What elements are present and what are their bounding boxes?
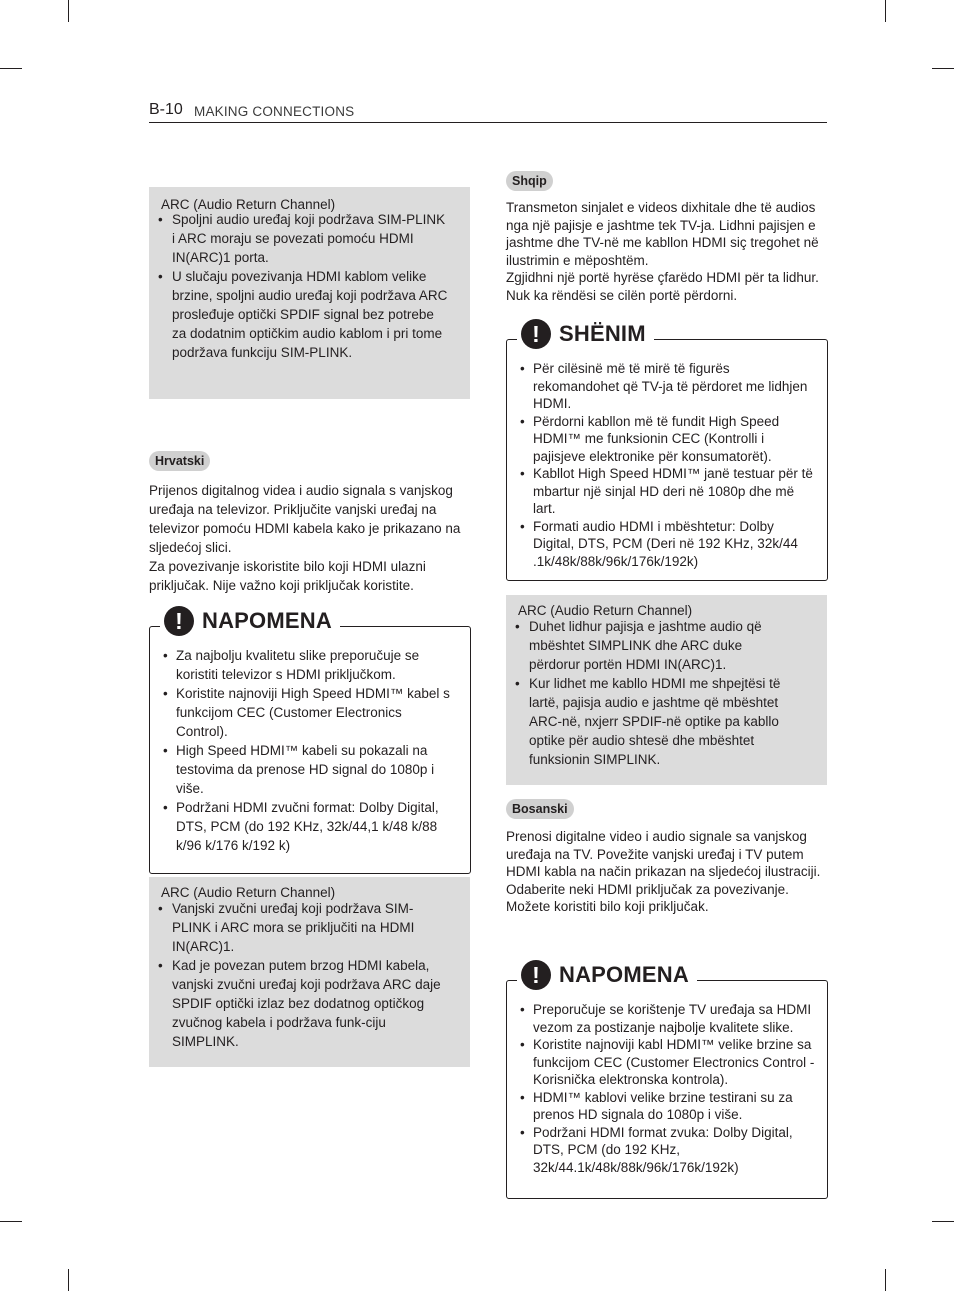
arc-info-box-shqip — [506, 595, 827, 785]
intro-paragraph-bosanski — [506, 828, 831, 916]
page-header — [149, 100, 827, 123]
note-title: SHËNIM — [559, 321, 646, 346]
paragraph: Prijenos digitalnog videa i audio signala s vanjskog uređaja na televizor. Priključite vanjski uređaj na televizor pomoću HDMI kabela kako je prikazano na sljedećoj slici. — [149, 483, 461, 555]
arc-box-title: ARC (Audio Return Channel) — [518, 603, 693, 618]
list-item: • Kad je povezan putem brzog HDMI kabela, vanjski zvučni uređaj koji podržava ARC daje SPDIF optički izlaz bez dodatnog optičkog zvučnog kabela i podržava funk-ciju SIMPLINK. — [149, 956, 449, 1051]
exclamation-icon: ! — [521, 319, 551, 349]
list-item: • HDMI™ kablovi velike brzine testirani su za prenos HD signala do 1080p i više. — [507, 1089, 817, 1124]
crop-mark — [932, 68, 954, 69]
note-title: NAPOMENA — [559, 962, 689, 987]
exclamation-icon: ! — [521, 960, 551, 990]
list-item: • Podržani HDMI zvučni format: Dolby Digital, DTS, PCM (do 192 KHz, 32k/44,1 k/48 k/88 k/96 k/176 k/192 k) — [150, 798, 456, 855]
page-number: B-10 — [149, 101, 183, 118]
note-header — [517, 316, 654, 352]
paragraph: Odaberite neki HDMI priključak za povezivanje. Možete koristiti bilo koji priključak. — [506, 881, 789, 914]
list-item: • Vanjski zvučni uređaj koji podržava SIM-PLINK i ARC mora se priključiti na HDMI IN(ARC)1. — [149, 899, 449, 956]
note-box-hrvatski — [149, 608, 471, 874]
list-item: • Koristite najnoviji High Speed HDMI™ kabel s funkcijom CEC (Customer Electronics Control). — [150, 684, 456, 741]
arc-box-list — [149, 210, 449, 362]
crop-mark — [885, 1269, 886, 1291]
arc-info-box-hrvatski — [149, 877, 470, 1067]
arc-box-list — [506, 617, 796, 769]
crop-mark — [932, 1221, 954, 1222]
paragraph: Prenosi digitalne video i audio signale sa vanjskog uređaja na TV. Povežite vanjski uređaj i TV putem HDMI kabla na način prikazan na sljedećoj ilustraciji. — [506, 829, 821, 879]
note-list — [507, 1001, 817, 1176]
section-title: MAKING CONNECTIONS — [194, 104, 355, 119]
list-item: • Spoljni audio uređaj koji podržava SIM-PLINK i ARC moraju se povezati pomoću HDMI IN(ARC)1 porta. — [149, 210, 449, 267]
language-label-shqip: Shqip — [506, 171, 553, 191]
list-item: • Për cilësinë më të mirë të figurës rekomandohet që TV-ja të përdoret me lidhjen HDMI. — [507, 360, 817, 413]
crop-mark — [68, 0, 69, 22]
list-item: • Preporučuje se korištenje TV uređaja sa HDMI vezom za postizanje najbolje kvalitete slike. — [507, 1001, 817, 1036]
list-item: • Podržani HDMI format zvuka: Dolby Digital, DTS, PCM (do 192 KHz, 32k/44.1k/48k/88k/96k/176k/192k) — [507, 1124, 817, 1177]
note-list — [150, 646, 456, 855]
crop-mark — [885, 0, 886, 22]
crop-mark — [68, 1269, 69, 1291]
arc-box-list — [149, 899, 449, 1051]
language-label-bosanski: Bosanski — [506, 799, 574, 819]
note-box-bosanski — [506, 962, 828, 1199]
arc-box-title: ARC (Audio Return Channel) — [161, 197, 336, 212]
intro-paragraph-hrvatski — [149, 481, 474, 595]
exclamation-icon: ! — [164, 606, 194, 636]
intro-paragraph-shqip — [506, 199, 831, 304]
list-item: • Duhet lidhur pajisja e jashtme audio që mbështet SIMPLINK dhe ARC duke përdorur portën HDMI IN(ARC)1. — [506, 617, 796, 674]
crop-mark — [0, 1221, 22, 1222]
note-header — [160, 603, 340, 639]
list-item: • Kabllot High Speed HDMI™ janë testuar për të mbartur një sinjal HD deri në 1080p dhe më lart. — [507, 465, 817, 518]
list-item: • U slučaju povezivanja HDMI kablom velike brzine, spoljni audio uređaj koji podržava ARC prosleđuje optički SPDIF signal bez potrebe za dodatnim optičkim audio kablom i pri tome podržava funkciju SIM-PLINK. — [149, 267, 449, 362]
list-item: • Formati audio HDMI i mbështetur: Dolby Digital, DTS, PCM (Deri në 192 KHz, 32k/44 .1k/48k/88k/96k/176k/192k) — [507, 518, 817, 571]
paragraph: Zgjidhni një portë hyrëse çfarëdo HDMI për ta lidhur. Nuk ka rëndësi se cilën portë përdorni. — [506, 270, 819, 303]
list-item: • Përdorni kabllon më të fundit High Speed HDMI™ me funksionin CEC (Kontrolli i pajisjeve elektronike për konsumatorët). — [507, 413, 817, 466]
arc-box-title: ARC (Audio Return Channel) — [161, 885, 336, 900]
note-title: NAPOMENA — [202, 608, 332, 633]
language-label-hrvatski: Hrvatski — [149, 451, 210, 471]
paragraph: Za povezivanje iskoristite bilo koji HDMI ulazni priključak. Nije važno koji priključak koristite. — [149, 559, 426, 593]
note-header — [517, 957, 697, 993]
arc-info-box-serbian — [149, 187, 470, 399]
note-list — [507, 360, 817, 570]
crop-mark — [0, 68, 22, 69]
paragraph: Transmeton sinjalet e videos dixhitale dhe të audios nga një pajisje e jashtme tek TV-ja. Lidhni pajisjen e jashtme dhe TV-në me kabllon HDMI siç tregohet në ilustrimin e mëposhtëm. — [506, 200, 819, 268]
note-box-shqip — [506, 321, 828, 581]
list-item: • Koristite najnoviji kabl HDMI™ velike brzine sa funkcijom CEC (Customer Electronics Control - Korisnička elektronska kontrola). — [507, 1036, 817, 1089]
list-item: • High Speed HDMI™ kabeli su pokazali na testovima da prenose HD signal do 1080p i više. — [150, 741, 456, 798]
list-item: • Za najbolju kvalitetu slike preporučuje se koristiti televizor s HDMI priključkom. — [150, 646, 456, 684]
list-item: • Kur lidhet me kabllo HDMI me shpejtësi të lartë, pajisja audio e jashtme që mbështet ARC-në, nxjerr SPDIF-në optike pa kabllo optike për audio shtesë dhe mbështet funksionin SIMPLINK. — [506, 674, 796, 769]
